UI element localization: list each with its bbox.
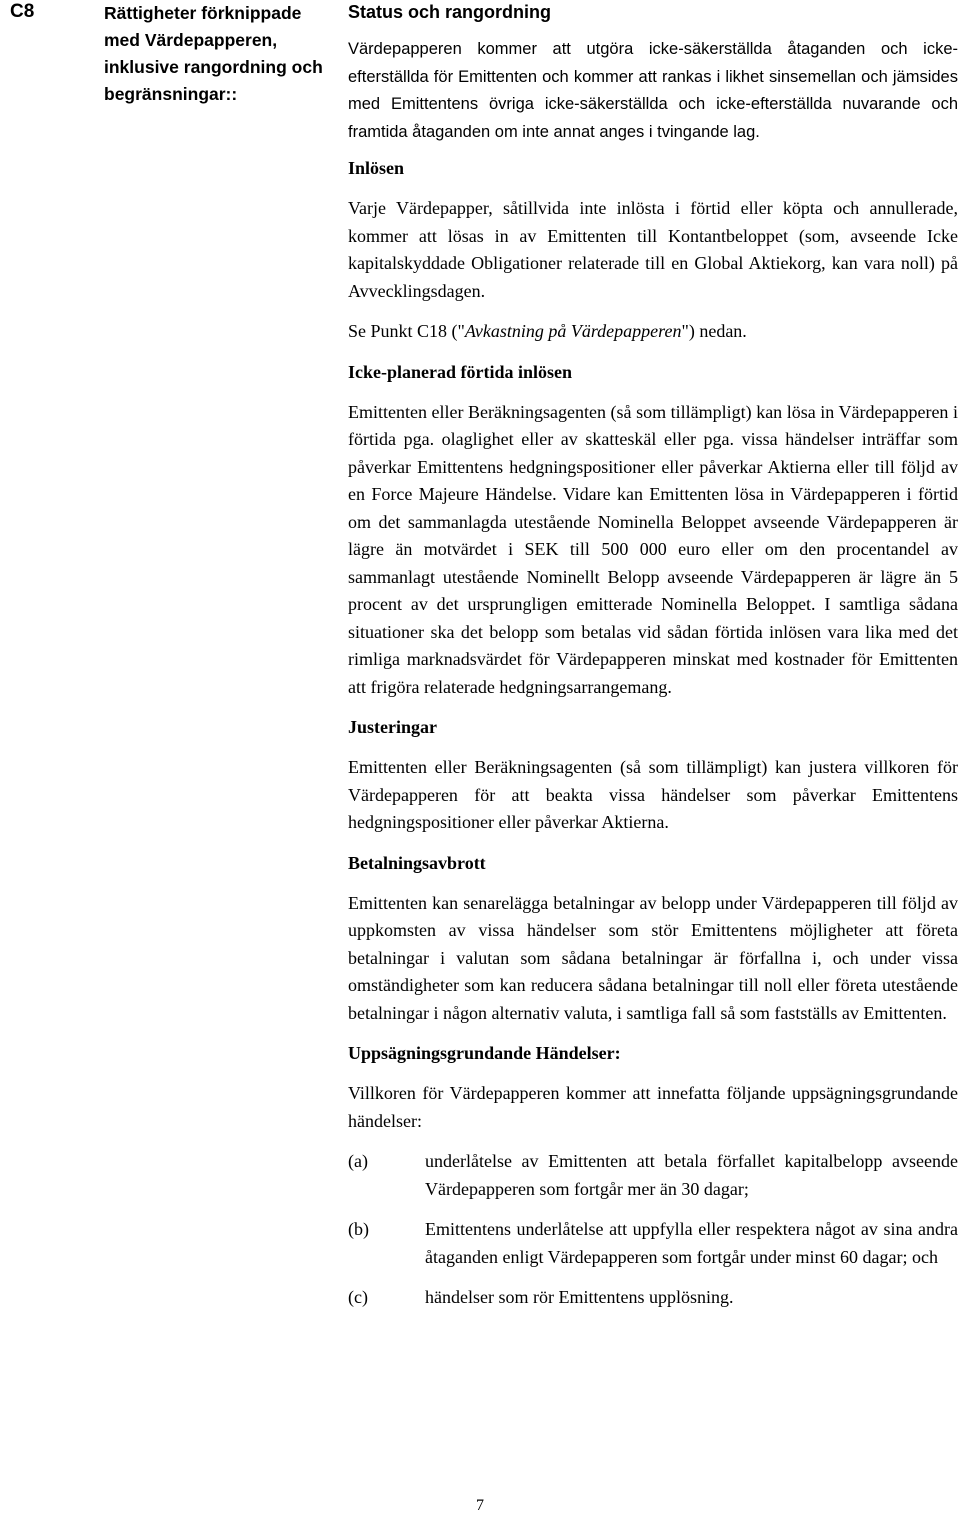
adjustments-heading: Justeringar xyxy=(348,717,437,738)
section-body xyxy=(348,0,958,1312)
events-of-default-block xyxy=(348,1040,958,1312)
reference-prefix: Se Punkt C18 (" xyxy=(348,321,465,342)
section-title: Rättigheter förknippade med Värdepapperen, inklusive rangordning och begränsningar:: xyxy=(104,3,323,104)
list-item xyxy=(348,1216,958,1271)
inlosen-text: Varje Värdepapper, såtillvida inte inlösta i förtid eller köpta och annullerade, kommer att lösas in av Emittenten till Kontantbeloppet (som, avseende Icke kapitalskyddade Obligationer relaterade till en Global Aktiekorg, kan vara noll) på Avvecklingsdagen. xyxy=(348,198,958,301)
adjustments-text: Emittenten eller Beräkningsagenten (så som tillämpligt) kan justera villkoren för Värdepapperen för att beakta vissa händelser som påverkar Emittentens hedgningspositioner eller påverkar Aktierna. xyxy=(348,757,958,833)
status-heading: Status och rangordning xyxy=(348,2,552,22)
list-item-label: (a) xyxy=(348,1151,368,1172)
inlosen-heading: Inlösen xyxy=(348,158,405,179)
list-item-label: (b) xyxy=(348,1219,369,1240)
list-item-label: (c) xyxy=(348,1287,368,1308)
list-item-text: underlåtelse av Emittenten att betala förfallet kapitalbelopp avseende Värdepapperen som fortgår mer än 30 dagar; xyxy=(425,1151,958,1199)
reference-title: Avkastning på Värdepapperen xyxy=(464,321,682,342)
early-redemption-block xyxy=(348,359,958,702)
inlosen-block xyxy=(348,155,958,346)
status-text: Värdepapperen kommer att utgöra icke-säkerställda åtaganden och icke-efterställda för Emittenten och kommer att rankas i likhet sinsemellan och jämsides med Emittentens övriga icke-säkerställda och icke-efterställda nuvarande och framtida åtaganden om inte annat anges i tvingande lag. xyxy=(348,40,958,141)
early-redemption-heading: Icke-planerad förtida inlösen xyxy=(348,361,573,382)
status-block xyxy=(348,0,958,146)
list-item xyxy=(348,1148,958,1203)
payment-disruption-heading: Betalningsavbrott xyxy=(348,852,486,873)
adjustments-block xyxy=(348,714,958,837)
inlosen-reference xyxy=(348,318,958,346)
list-item-text: Emittentens underlåtelse att uppfylla eller respektera något av sina andra åtaganden enligt Värdepapperen som fortgår under minst 60 dagar; och xyxy=(425,1219,958,1267)
events-of-default-heading: Uppsägningsgrundande Händelser: xyxy=(348,1043,621,1064)
list-item xyxy=(348,1284,958,1312)
reference-suffix: ") nedan. xyxy=(681,321,747,342)
early-redemption-text: Emittenten eller Beräkningsagenten (så som tillämpligt) kan lösa in Värdepapperen i förtida pga. olaglighet eller av skatteskäl eller pga. vissa händelser inträffar som påverkar Emittentens hedgningspositioner eller påverkar Aktierna eller till följd av en Force Majeure Händelse. Vidare kan Emittenten lösa in Värdepapperen i förtid om det sammanlagda utestående Nominella Beloppet avseende Värdepapperen är lägre än motvärdet i SEK till 500 000 euro eller om den procentandel av sammanlagt utestående Nominellt Belopp avseende Värdepapperen är lägre än 5 procent av det ursprungligen emitterade Nominella Beloppet. I samtliga sådana situationer ska det belopp som betalas vid sådan förtida inlösen vara lika med det rimliga marknadsvärdet för Värdepapperen minskat med kostnader för Emittenten att frigöra relaterade hedgningsarrangemang. xyxy=(348,401,958,697)
page-number: 7 xyxy=(476,1497,484,1514)
payment-disruption-text: Emittenten kan senarelägga betalningar av belopp under Värdepapperen till följd av uppkomsten av vissa händelser som stör Emittentens möjligheter att företa betalningar i valutan som sådana betalningar är förfallna i, och under vissa omständigheter som kan reducera sådana betalningar till noll eller företa utestående betalningar i någon alternativ valuta, i samtliga fall så som fastställs av Emittenten. xyxy=(348,892,958,1023)
events-of-default-intro: Villkoren för Värdepapperen kommer att innefatta följande uppsägningsgrundande händelser: xyxy=(348,1083,958,1131)
list-item-text: händelser som rör Emittentens upplösning. xyxy=(425,1287,734,1308)
payment-disruption-block xyxy=(348,850,958,1028)
section-code: C8 xyxy=(10,1,35,22)
